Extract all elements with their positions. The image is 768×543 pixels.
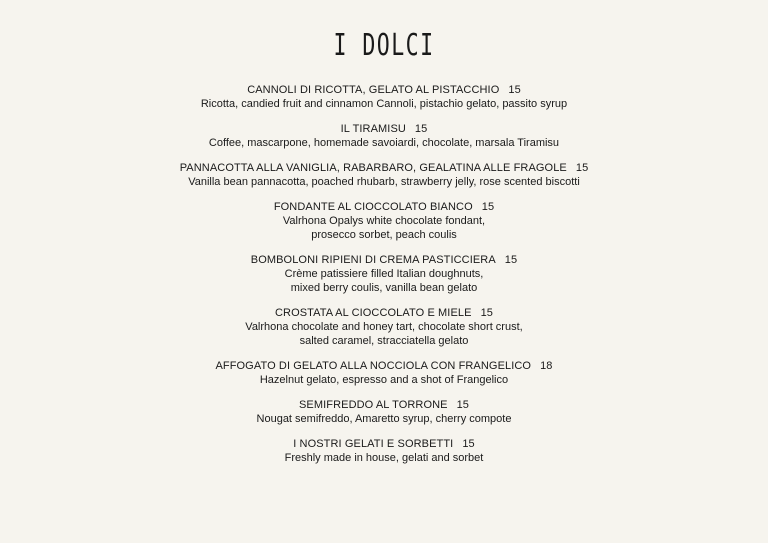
menu-item-price: 15 <box>462 438 475 450</box>
menu-item-price: 15 <box>456 399 470 411</box>
menu-item-description: mixed berry coulis, vanilla bean gelato <box>290 282 478 294</box>
menu-item-description: Valrhona chocolate and honey tart, chocolate short crust, <box>245 321 523 333</box>
menu-item-heading <box>0 161 768 175</box>
menu-item-name: AFFOGATO DI GELATO ALLA NOCCIOLA CON FRANGELICO <box>215 360 532 372</box>
menu-item-description: prosecco sorbet, peach coulis <box>311 229 457 241</box>
menu-item-heading <box>0 200 768 214</box>
menu-item-description: Crème patissiere filled Italian doughnuts, <box>284 268 484 280</box>
menu-item-name: IL TIRAMISU <box>340 123 406 135</box>
menu-item-price: 15 <box>414 123 428 135</box>
menu-item-price: 15 <box>575 162 589 174</box>
menu-item-description: Ricotta, candied fruit and cinnamon Cannoli, pistachio gelato, passito syrup <box>200 98 568 110</box>
menu-item-price: 15 <box>504 254 518 266</box>
menu-item-description: Nougat semifreddo, Amaretto syrup, cherry compote <box>256 413 512 425</box>
menu-item-heading <box>0 306 768 320</box>
menu-item-heading <box>0 122 768 136</box>
menu-item-heading <box>0 437 768 451</box>
menu-item-description: salted caramel, stracciatella gelato <box>299 335 469 347</box>
menu-item <box>0 253 768 295</box>
menu-item-description: Freshly made in house, gelati and sorbet <box>284 452 484 464</box>
menu-item-heading <box>0 359 768 373</box>
menu-item-name: I NOSTRI GELATI E SORBETTI <box>293 438 454 450</box>
menu-item-price: 15 <box>480 307 493 319</box>
menu-title: I DOLCI <box>333 28 435 63</box>
menu-item <box>0 200 768 242</box>
menu-item-name: CROSTATA AL CIOCCOLATO E MIELE <box>274 307 472 319</box>
menu-items <box>0 83 768 476</box>
menu-item-description: Valrhona Opalys white chocolate fondant, <box>282 215 486 227</box>
menu-item-name: SEMIFREDDO AL TORRONE <box>298 399 448 411</box>
menu-item-description: Vanilla bean pannacotta, poached rhubarb, strawberry jelly, rose scented biscotti <box>188 176 580 188</box>
menu-item-description: Hazelnut gelato, espresso and a shot of Frangelico <box>259 374 509 386</box>
menu-item-price: 15 <box>481 201 495 213</box>
menu-item-name: CANNOLI DI RICOTTA, GELATO AL PISTACCHIO <box>247 84 500 96</box>
menu-item <box>0 398 768 426</box>
menu-item <box>0 83 768 111</box>
menu-item-name: PANNACOTTA ALLA VANIGLIA, RABARBARO, GEALATINA ALLE FRAGOLE <box>179 162 567 174</box>
menu-item-name: BOMBOLONI RIPIENI DI CREMA PASTICCIERA <box>250 254 496 266</box>
menu-item <box>0 437 768 465</box>
menu-item-description: Coffee, mascarpone, homemade savoiardi, chocolate, marsala Tiramisu <box>208 137 560 149</box>
menu-item-price: 15 <box>508 84 521 96</box>
menu-item-heading <box>0 253 768 267</box>
menu-item <box>0 359 768 387</box>
menu-item-heading <box>0 83 768 97</box>
menu-item <box>0 122 768 150</box>
menu-item-price: 18 <box>540 360 553 372</box>
menu-item <box>0 306 768 348</box>
menu-item-name: FONDANTE AL CIOCCOLATO BIANCO <box>273 201 473 213</box>
menu-item <box>0 161 768 189</box>
menu-item-heading <box>0 398 768 412</box>
